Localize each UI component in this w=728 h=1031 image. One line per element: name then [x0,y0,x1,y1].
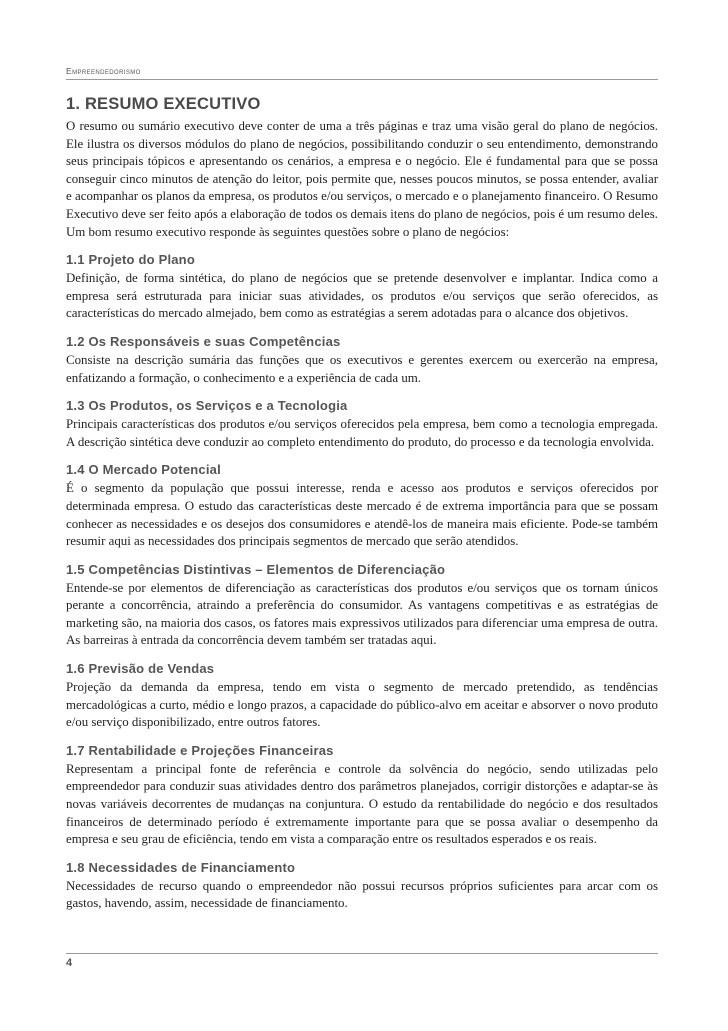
section-resumo-executivo [66,94,658,241]
section-paragraph: Principais características dos produtos e/ou serviços oferecidos pela empresa, bem como a tecnologia empregada. A descrição sintética deve conduzir ao completo entendimento do produto, do processo e da tecnologia envolvida. [66,417,658,449]
section-1-6 [66,661,658,732]
section-paragraph: Consiste na descrição sumária das funções que os executivos e gerentes exercem ou exercerão na empresa, enfatizando a formação, o conhecimento e a experiência de cada um. [66,352,658,385]
page-title: 1. RESUMO EXECUTIVO [66,95,261,113]
section-1-8 [66,860,658,913]
section-heading: 1.3 Os Produtos, os Serviços e a Tecnologia [66,398,348,414]
section-paragraph: É o segmento da população que possui interesse, renda e acesso aos produtos e serviços oferecidos por determinada empresa. O estudo das características deste mercado é de extrema importância para que se possam conhecer as necessidades e os desejos dos consumidores e atendê-los de maneira mais eficiente. Pode-se também resumir aqui as necessidades dos principais segmentos de mercado que serão atendidos. [66,481,658,549]
section-heading: 1.2 Os Responsáveis e suas Competências [66,333,341,349]
header-divider [66,79,658,80]
section-1-1 [66,252,658,323]
section-heading: 1.4 O Mercado Potencial [66,462,221,478]
section-1-2 [66,334,658,387]
section-heading: 1.6 Previsão de Vendas [66,661,215,677]
section-paragraph: Entende-se por elementos de diferenciação as características dos produtos e/ou serviços que os tornam únicos perante a concorrência, atraindo a preferência do consumidor. As vantagens competitivas e as estratégias de marketing são, na maioria dos casos, os fatores mais expressivos utilizados para diferenciar uma empresa de outra. As barreiras à entrada da concorrência devem também ser tratadas aqui. [66,580,658,648]
page-footer [66,953,658,969]
section-heading: 1.5 Competências Distintivas – Elementos de Diferenciação [66,561,446,577]
section-heading: 1.1 Projeto do Plano [66,252,195,268]
section-paragraph: Projeção da demanda da empresa, tendo em vista o segmento de mercado pretendido, as tendências mercadológicas a curto, médio e longo prazos, a capacidade do público-alvo em aceitar e absorver o novo produto e/ou serviço disponibilizado, entre outros fatores. [66,680,658,730]
intro-paragraph: O resumo ou sumário executivo deve conter de uma a três páginas e traz uma visão geral do plano de negócios. Ele ilustra os diversos módulos do plano de negócios, possibilitando conduzir o seu entendimento, demonstrando seus principais tópicos e apresentando os cenários, a empresa e o negócio. Ele é fundamental para que se possa conseguir cinco minutos de atenção do leitor, pois permite que, nesses poucos minutos, se possa entender, avaliar e acompanhar os planos da empresa, os produtos e/ou serviços, o mercado e o planejamento financeiro. O Resumo Executivo deve ser feito após a elaboração de todos os demais itens do plano de negócios, pois é um resumo deles. Um bom resumo executivo responde às seguintes questões sobre o plano de negócios: [66,119,658,239]
page-number: 4 [66,957,73,969]
section-heading: 1.7 Rentabilidade e Projeções Financeiras [66,742,334,758]
page-header [66,66,658,88]
section-paragraph: Necessidades de recurso quando o empreendedor não possui recursos próprios suficientes para arcar com os gastos, havendo, assim, necessidade de financiamento. [66,878,658,911]
section-1-5 [66,562,658,650]
section-heading: 1.8 Necessidades de Financiamento [66,859,296,875]
section-1-7 [66,743,658,849]
document-body [66,94,658,913]
section-paragraph: Representam a principal fonte de referência e controle da solvência do negócio, sendo utilizadas pelo empreendedor para conduzir suas atividades dentro dos parâmetros planejados, corrigir distorções e adaptar-se às novas variáveis decorrentes de mudanças na conjuntura. O estudo da rentabilidade do negócio e dos resultados financeiros de determinado período é extremamente importante para que se possa avaliar o desempenho da empresa e seu grau de eficiência, tendo em vista a comparação entre os resultados esperados e os reais. [66,761,658,847]
section-paragraph: Definição, de forma sintética, do plano de negócios que se pretende desenvolver e implantar. Indica como a empresa será estruturada para iniciar suas atividades, os produtos e/ou serviços que serão oferecidos, as características do mercado almejado, bem como as estratégias a serem adotadas para o alcance dos objetivos. [66,271,658,321]
footer-divider [66,953,658,954]
section-1-4 [66,462,658,550]
running-header: Empreendedorismo [66,66,141,76]
section-1-3 [66,398,658,451]
